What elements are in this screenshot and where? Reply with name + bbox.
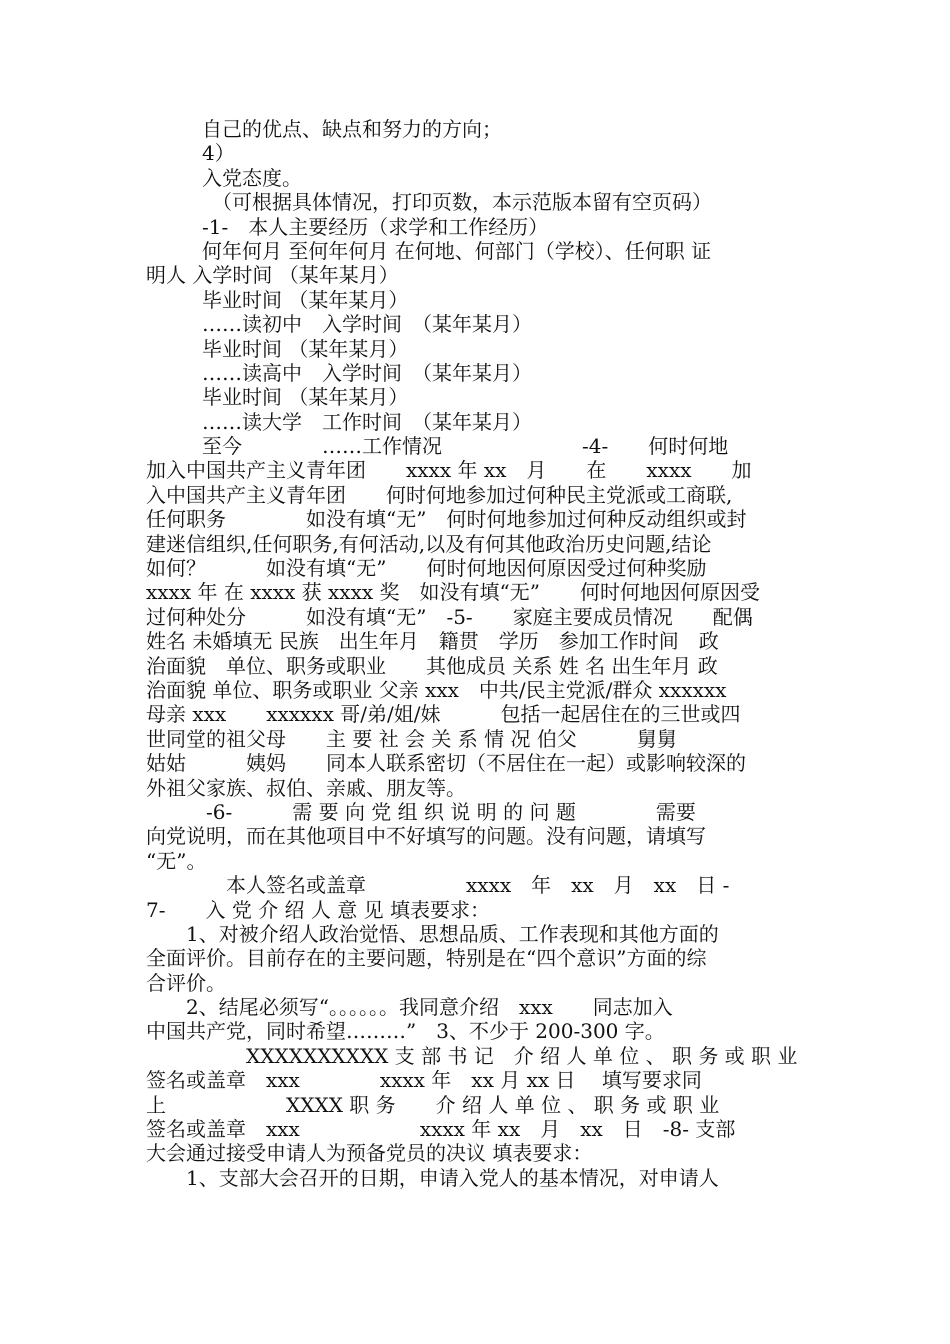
document-line: 世同堂的祖父母 主 要 社 会 关 系 情 况 伯父 舅舅	[146, 726, 677, 751]
document-line: 明人 入学时间 （某年某月）	[146, 263, 399, 288]
document-line: 签名或盖章 xxx xxxx 年 xx 月 xx 日 填写要求同	[146, 1068, 702, 1093]
document-line: 毕业时间 （某年某月）	[202, 336, 409, 361]
document-line: ……读初中 入学时间 （某年某月）	[202, 312, 532, 337]
document-line: 大会通过接受申请人为预备党员的决议 填表要求：	[146, 1141, 593, 1166]
document-line: 1、对被介绍人政治觉悟、思想品质、工作表现和其他方面的	[146, 921, 719, 946]
document-line: 本人签名或盖章 xxxx 年 xx 月 xx 日 -	[146, 873, 730, 898]
document-line: 合评价。	[146, 970, 226, 995]
document-line: 自己的优点、缺点和努力的方向；	[202, 117, 502, 141]
document-line: 签名或盖章 xxx xxxx 年 xx 月 xx 日 -8- 支部	[146, 1117, 736, 1142]
document-line: 中国共产党，同时希望………” 3、不少于 200-300 字。	[146, 1019, 665, 1044]
document-line: 如何？ 如没有填“无” 何时何地因何原因受过何种奖励	[146, 556, 707, 581]
document-line: -6- 需 要 向 党 组 织 说 明 的 问 题 需要	[146, 799, 696, 824]
document-line: 4）	[202, 141, 235, 166]
document-line: “无”。	[146, 848, 207, 873]
document-line: 入中国共产主义青年团 何时何地参加过何种民主党派或工商联,	[146, 482, 733, 507]
document-line: 上 XXXX 职 务 介 绍 人 单 位 、 职 务 或 职 业	[146, 1092, 720, 1117]
document-line: 全面评价。目前存在的主要问题，特别是在“四个意识”方面的综	[146, 946, 707, 971]
document-line: XXXXXXXXXX 支 部 书 记 介 绍 人 单 位 、 职 务 或 职 业	[146, 1043, 798, 1068]
document-line: 外祖父家族、叔伯、亲戚、朋友等。	[146, 775, 466, 800]
document-line: 姑姑 姨妈 同本人联系密切（不居住在一起）或影响较深的	[146, 751, 746, 776]
document-line: 毕业时间 （某年某月）	[202, 385, 409, 410]
document-line: ……读高中 入学时间 （某年某月）	[202, 360, 532, 385]
document-line: 入党态度。	[202, 165, 302, 190]
document-line: 7- 入 党 介 绍 人 意 见 填表要求：	[146, 897, 490, 922]
document-line: 治面貌 单位、职务或职业 其他成员 关系 姓 名 出生年月 政	[146, 653, 718, 678]
document-line: 过何种处分 如没有填“无” -5- 家庭主要成员情况 配偶	[146, 604, 753, 629]
document-line: 母亲 xxx xxxxxx 哥/弟/姐/妹 包括一起居住在的三世或四	[146, 702, 741, 727]
document-line: 2、结尾必须写“。。。。。。我同意介绍 xxx 同志加入	[146, 995, 673, 1020]
document-line: 加入中国共产主义青年团 xxxx 年 xx 月 在 xxxx 加	[146, 458, 752, 483]
document-line: 向党说明，而在其他项目中不好填写的问题。没有问题，请填写	[146, 824, 706, 849]
document-line: （可根据具体情况，打印页数，本示范版本留有空页码）	[202, 190, 712, 215]
document-line: 至今 ……工作情况 -4- 何时何地	[202, 434, 729, 459]
document-line: 任何职务 如没有填“无” 何时何地参加过何种反动组织或封	[146, 507, 747, 532]
document-line: 毕业时间 （某年某月）	[202, 287, 409, 312]
document-line: xxxx 年 在 xxxx 获 xxxx 奖 如没有填“无” 何时何地因何原因受	[146, 580, 760, 605]
document-line: -1- 本人主要经历（求学和工作经历）	[202, 214, 549, 239]
document-line: ……读大学 工作时间 （某年某月）	[202, 409, 532, 434]
document-line: 姓名 未婚填无 民族 出生年月 籍贯 学历 参加工作时间 政	[146, 629, 719, 654]
document-line: 建迷信组织,任何职务,有何活动,以及有何其他政治历史问题,结论	[146, 531, 712, 556]
document-body	[146, 117, 806, 1190]
document-line: 治面貌 单位、职务或职业 父亲 xxx 中共/民主党派/群众 xxxxxx	[146, 677, 727, 702]
document-line: 1、支部大会召开的日期，申请入党人的基本情况，对申请人	[146, 1165, 719, 1190]
document-line: 何年何月 至何年何月 在何地、何部门（学校）、任何职 证	[202, 238, 712, 263]
